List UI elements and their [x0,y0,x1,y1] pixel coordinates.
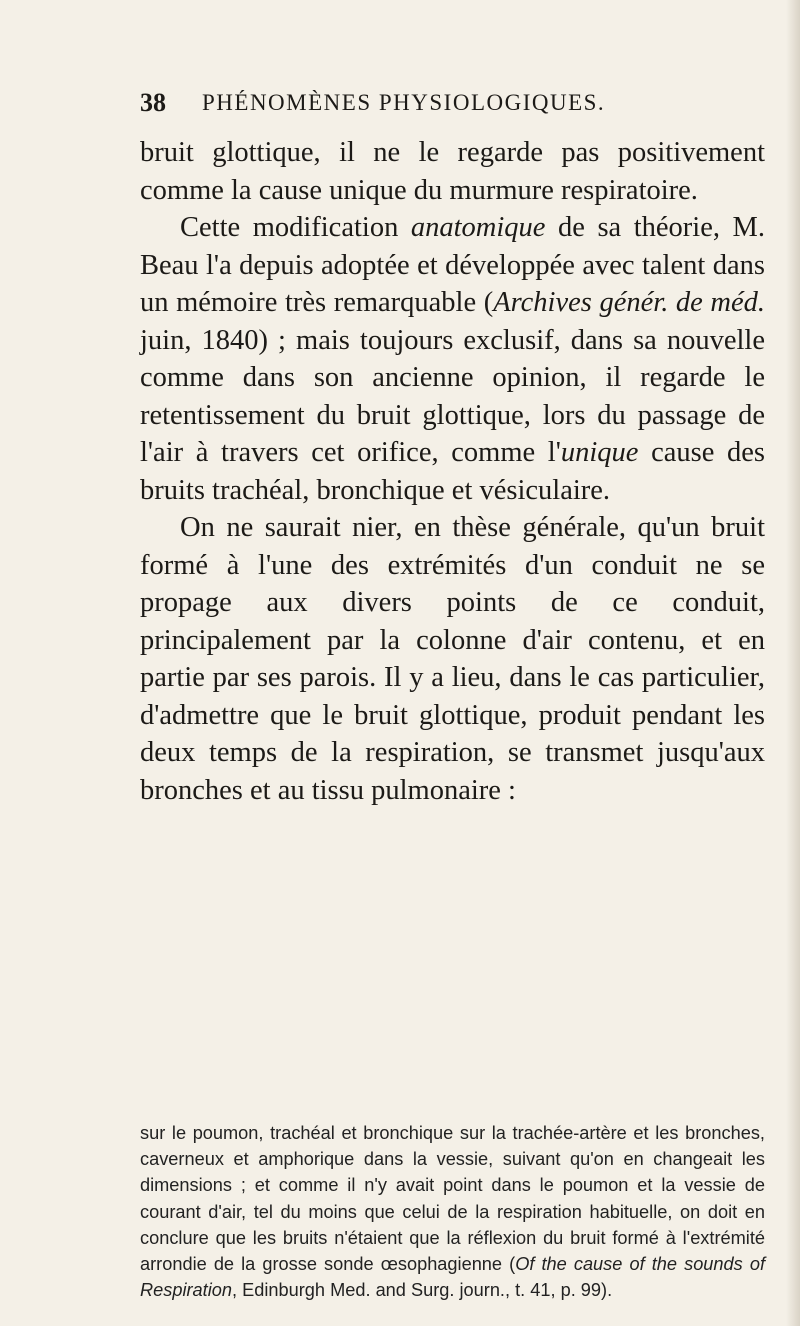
paragraph-2-text-b: de sa théorie, M. Beau l'a depuis adoptée et développée avec talent dans un mémoire très remarquable ( [140,212,765,318]
footnote-text-b: , Edinburgh Med. and Surg. journ., t. 41, p. 99). [232,1280,613,1301]
running-title: PHÉNOMÈNES PHYSIOLOGIQUES. [202,90,606,115]
italic-archives-citation: Archives génér. de méd. [493,287,765,318]
italic-anatomique: anatomique [410,212,546,243]
page-header [140,88,780,124]
paragraph-2-text-d: cause des bruits trachéal, bronchique et vésiculaire. [140,437,765,506]
footnote-text-a: sur le poumon, trachéal et bronchique sur la trachée-artère et les bronches, caverneux et amphorique dans la vessie, suivant qu'on en changeait les dimensions ; et comme il n'y avait point dans le poumon et la vessie de courant d'air, tel du moins que celui de la respiration habituelle, on doit en conclure que les bruits n'étaient que la réflexion du bruit formé à l'extrémité arrondie de la grosse sonde œsophagienne ( [140,1123,765,1275]
paragraph-2 [140,209,765,509]
italic-english-title: Of the cause of the sounds of Respiration [140,1254,765,1301]
paragraph-3 [140,509,765,809]
paragraph-3-text: On ne saurait nier, en thèse générale, qu'un bruit formé à l'une des extrémités d'un conduit ne se propage aux divers points de ce conduit, principalement par la colonne d'air contenu, et en partie par ses parois. Il y a lieu, dans le cas particulier, d'admettre que le bruit glottique, produit pendant les deux temps de la respiration, se transmet jusqu'aux bronches et au tissu pulmonaire : [140,512,765,806]
paragraph-2-text-c: juin, 1840) ; mais toujours exclusif, dans sa nouvelle comme dans son ancienne opinion, il regarde le retentissement du bruit glottique, lors du passage de l'air à travers cet orifice, comme l' [140,324,765,468]
footnote [140,1120,765,1303]
paragraph-1 [140,134,765,209]
page-number: 38 [140,88,166,117]
italic-unique: unique [560,437,639,468]
main-text [140,134,765,809]
paragraph-2-text-a: Cette modification [180,212,411,243]
page-edge-shadow [786,0,800,1326]
footnote-paragraph [140,1120,765,1303]
paragraph-1-text: bruit glottique, il ne le regarde pas positivement comme la cause unique du murmure respiratoire. [140,137,765,206]
